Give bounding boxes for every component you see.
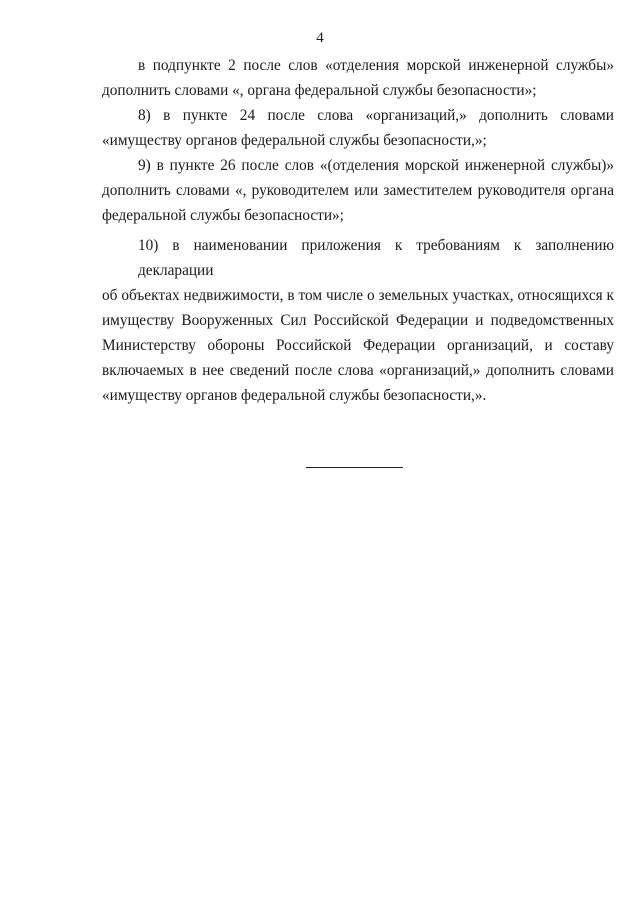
text-line: федеральной службы безопасности»; — [102, 207, 344, 224]
text-line: включаемых в нее сведений после слова «организаций,» дополнить словами — [102, 362, 614, 379]
text-line: 9) в пункте 26 после слов «(отделения морской инженерной службы)» — [138, 157, 614, 174]
text-line: «имуществу органов федеральной службы безопасности,». — [102, 387, 487, 404]
text-line: дополнить словами «, органа федеральной службы безопасности»; — [102, 82, 537, 99]
document-body — [102, 53, 614, 408]
text-line: имуществу Вооруженных Сил Российской Федерации и подведомственных — [102, 312, 614, 329]
page-number: 4 — [316, 30, 324, 46]
text-line: дополнить словами «, руководителем или заместителем руководителя органа — [102, 182, 614, 199]
text-line: «имуществу органов федеральной службы безопасности,»; — [102, 132, 487, 149]
text-line: 10) в наименовании приложения к требованиям к заполнению декларации — [138, 237, 614, 279]
text-line: Министерству обороны Российской Федерации организаций, и составу — [102, 337, 614, 354]
text-line: об объектах недвижимости, в том числе о земельных участках, относящихся к — [102, 287, 614, 304]
text-line: в подпункте 2 после слов «отделения морской инженерной службы» — [138, 57, 614, 74]
end-separator-line — [306, 467, 403, 468]
text-line: 8) в пункте 24 после слова «организаций,» дополнить словами — [138, 107, 614, 124]
